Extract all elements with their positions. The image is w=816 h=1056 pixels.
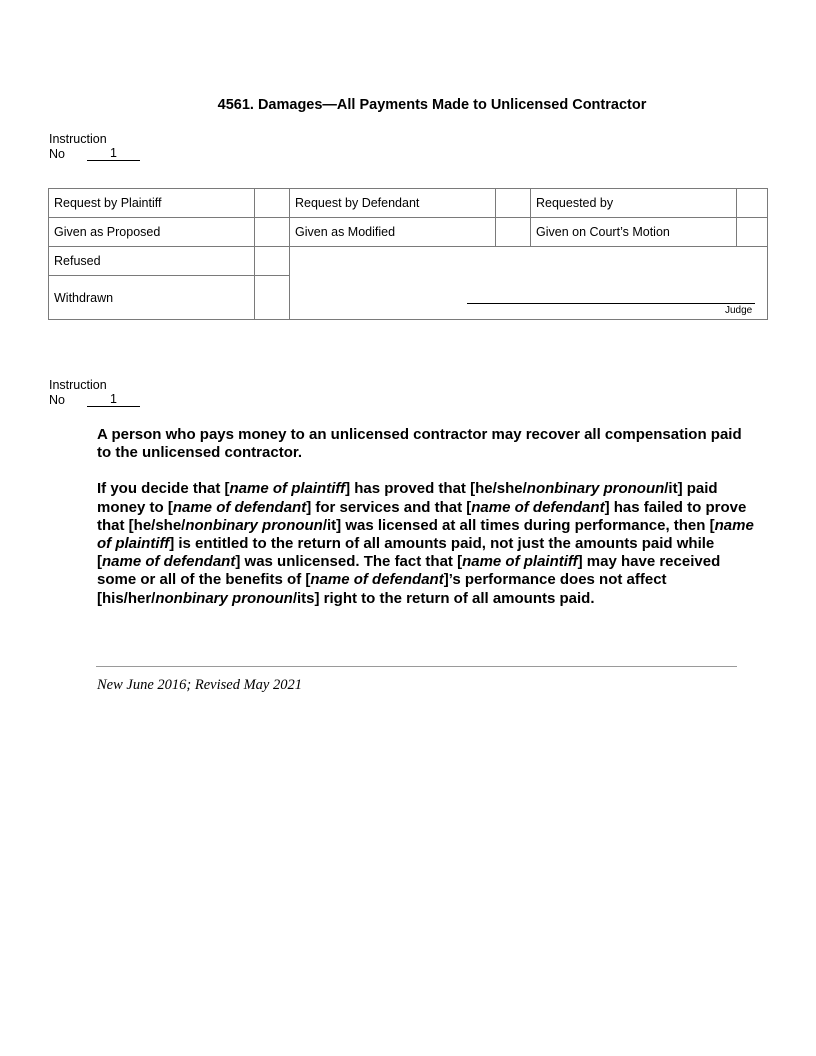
request-by-plaintiff-box[interactable]	[255, 189, 289, 217]
page-title: 4561. Damages—All Payments Made to Unlicensed Contractor	[217, 97, 647, 113]
requested-by-box[interactable]	[737, 189, 767, 217]
given-as-modified-label: Given as Modified	[295, 225, 396, 239]
given-on-courts-motion-box[interactable]	[737, 218, 767, 246]
instruction-label: Instruction	[49, 132, 107, 146]
given-as-proposed-box[interactable]	[255, 218, 289, 246]
instruction-no-value: 1	[87, 147, 140, 161]
refused-box[interactable]	[255, 247, 289, 275]
instruction-number-block-bottom	[49, 378, 140, 407]
instruction-paragraph-2	[97, 480, 757, 607]
footer-divider	[96, 666, 737, 667]
instruction-no-label: No	[49, 146, 65, 161]
instruction-no-label: No	[49, 392, 65, 407]
paragraph-text: ] has proved that [he/she/	[345, 480, 527, 498]
paragraph-text: ]’s performance does not affect [his/her/	[97, 571, 667, 607]
paragraph-text: If you decide that [	[97, 480, 230, 498]
placeholder-name-of-defendant: name of defendant	[471, 498, 605, 516]
judge-signature-line[interactable]	[467, 303, 755, 304]
instruction-status-table	[48, 188, 768, 320]
given-as-proposed-label: Given as Proposed	[54, 225, 161, 239]
instruction-body	[97, 426, 757, 626]
instruction-label: Instruction	[49, 378, 107, 392]
placeholder-nonbinary-pronoun: nonbinary pronoun	[526, 480, 665, 498]
judge-label: Judge	[725, 305, 753, 316]
request-by-defendant-label: Request by Defendant	[295, 196, 420, 210]
given-on-courts-motion-label: Given on Court’s Motion	[536, 225, 670, 239]
paragraph-text: ] may have received some or all of the benefits of [	[97, 553, 721, 589]
withdrawn-label: Withdrawn	[54, 290, 114, 305]
given-as-modified-box[interactable]	[496, 218, 530, 246]
placeholder-name-of-defendant: name of defendant	[172, 498, 307, 516]
revision-note: New June 2016; Revised May 2021	[97, 677, 302, 693]
refused-label: Refused	[54, 254, 101, 268]
instruction-number-block-top	[49, 132, 140, 161]
placeholder-name-of-plaintiff: name of plaintiff	[97, 516, 754, 553]
paragraph-text: ] was unlicensed. The fact that [	[235, 553, 463, 571]
instruction-no-value: 1	[87, 393, 140, 407]
paragraph-text: /it] was licensed at all times during performance, then [	[322, 516, 715, 534]
request-by-defendant-box[interactable]	[496, 189, 530, 217]
paragraph-text: /its] right to the return of all amounts paid.	[292, 589, 595, 607]
instruction-paragraph-1: A person who pays money to an unlicensed contractor may recover all compensation paid to the unlicensed contractor.	[97, 426, 742, 462]
placeholder-name-of-plaintiff: name of plaintiff	[229, 480, 346, 498]
placeholder-name-of-defendant: name of defendant	[310, 571, 444, 589]
placeholder-name-of-plaintiff: name of plaintiff	[462, 553, 578, 571]
requested-by-label: Requested by	[536, 196, 614, 210]
request-by-plaintiff-label: Request by Plaintiff	[54, 196, 162, 210]
placeholder-nonbinary-pronoun: nonbinary pronoun	[155, 589, 293, 607]
paragraph-text: ] has failed to prove that [he/she/	[97, 498, 747, 534]
placeholder-nonbinary-pronoun: nonbinary pronoun	[185, 516, 323, 534]
withdrawn-box[interactable]	[255, 276, 289, 319]
paragraph-text: /it] paid money to [	[97, 480, 718, 516]
paragraph-text: ] is entitled to the return of all amounts paid, not just the amounts paid while [	[97, 535, 715, 571]
placeholder-name-of-defendant: name of defendant	[102, 553, 236, 571]
paragraph-text: ] for services and that [	[306, 498, 472, 516]
